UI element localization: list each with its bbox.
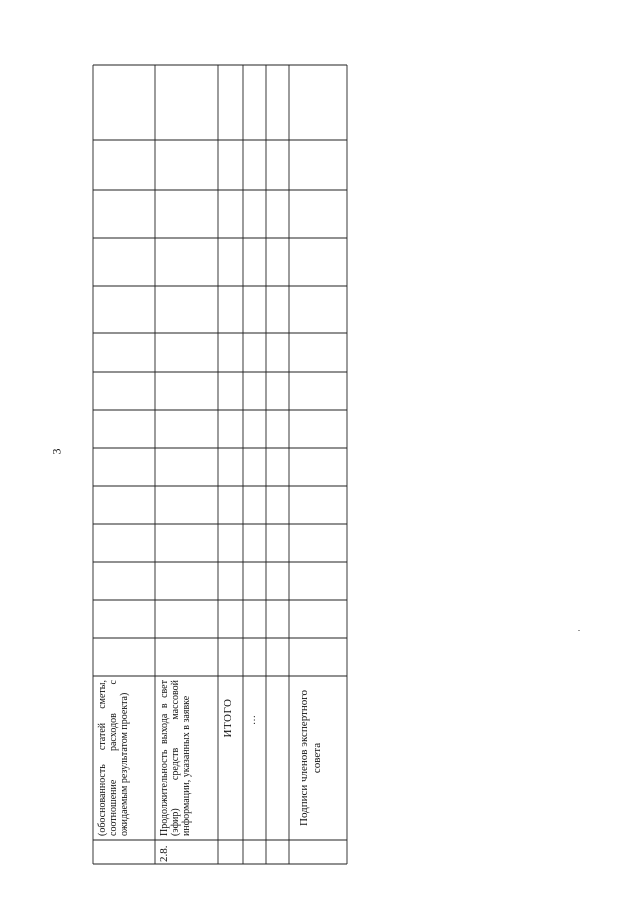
page-number: 3 (49, 448, 64, 455)
total-label: ИТОГО (222, 698, 234, 738)
criterion-continuation-text: (обоснованность статей сметы, соотношение расходов с ожидаемым результатом проекта) (97, 680, 130, 836)
scan-speck (578, 630, 580, 631)
row-number-2-8: 2.8. (158, 845, 170, 862)
ellipsis-row-label: … (247, 715, 258, 725)
criterion-2-8-text: Продолжительность выхода в свет (эфир) средств массовой информации, указанных в заявке (159, 680, 192, 836)
expert-council-signatures-label: Подписи членов экспертного совета (298, 690, 323, 826)
